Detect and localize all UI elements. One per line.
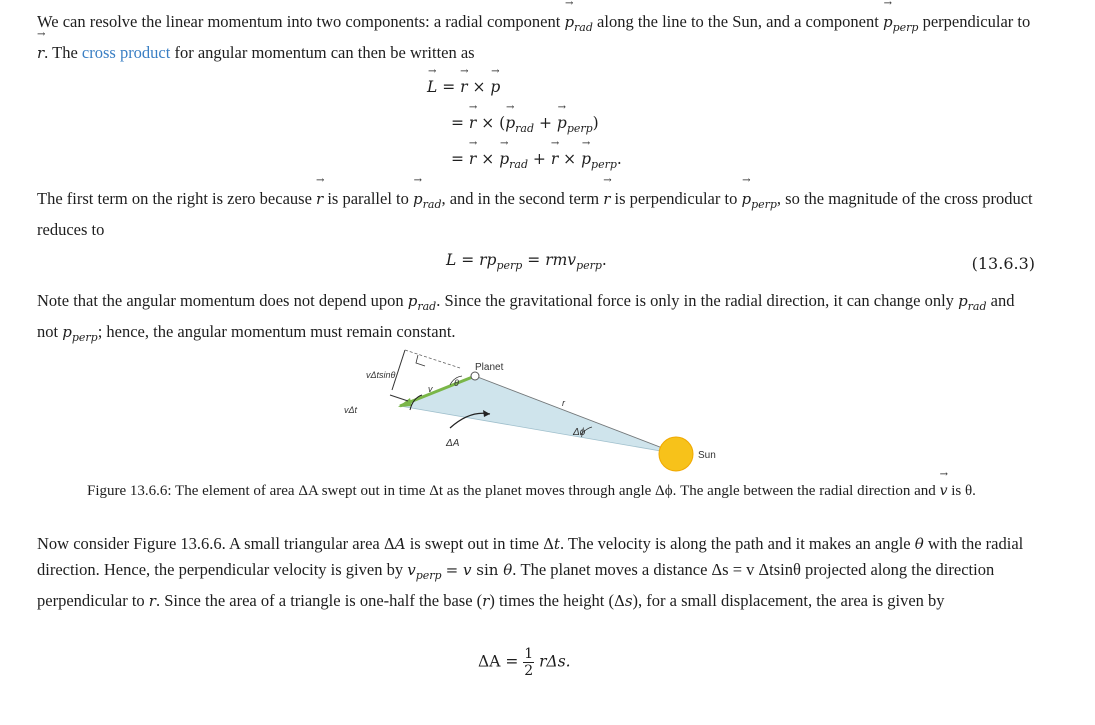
r-label: r	[562, 398, 565, 408]
velocity-arrowhead	[398, 398, 412, 407]
equation-13-6-3: $L = rp_{perp} = rmv_{perp}$.	[446, 251, 607, 273]
vdt-segment	[390, 395, 408, 401]
vdtsin-label: vΔtsinθ	[366, 370, 396, 380]
one-half-fraction: $\frac{1}{2}$	[524, 646, 534, 679]
dashed-projection	[405, 350, 460, 368]
equation-line-1: → L = → r × → p	[427, 78, 500, 96]
swept-area-sector	[400, 376, 678, 454]
planet-icon	[471, 372, 479, 380]
p-perp-symbol: → $p_{perp}$	[883, 13, 918, 31]
right-angle-mark	[416, 355, 425, 366]
sun-label: Sun	[698, 450, 716, 461]
sun-icon	[659, 437, 693, 471]
p-rad-symbol: → $p_{rad}$	[564, 13, 592, 31]
v-label: v	[428, 384, 433, 394]
figure-caption: Figure 13.6.6: The element of area ΔA swept out in time Δt as the planet moves through angle Δϕ. The angle between the radial direction and → v is θ.	[87, 481, 1017, 501]
equation-number: (13.6.3)	[971, 254, 1035, 273]
equation-line-2: = → r × (→ $p_{rad}$ + → $p_{perp}$)	[451, 114, 599, 135]
vdt-label: vΔt	[344, 405, 358, 415]
paragraph-4: Now consider Figure 13.6.6. A small triangular area ΔA is swept out in time Δt. The velocity is along the path and it makes an angle θ with the radial direction. Hence, the perpendicular velocity is given by $v_{perp} = v$ sin θ. The planet moves a distance Δs = v Δtsinθ projected along the direction perpendicular to r. Since the area of a triangle is one-half the base (r) times the height (Δs), for a small displacement, the area is given by	[37, 534, 1024, 610]
kepler-area-figure	[330, 340, 730, 480]
dA-label: ΔA	[446, 438, 460, 449]
area-equation: ΔA = $\frac{1}{2}$ rΔs.	[478, 646, 571, 679]
dphi-label: Δϕ	[573, 427, 586, 438]
theta-label: θ	[454, 378, 459, 388]
intro-paragraph: We can resolve the linear momentum into two components: a radial component → $p_{rad}$ along the line to the Sun, and a component → $p_{perp}$ perpendicular to → r. The cross product for angular momentum can then be written as	[37, 9, 1037, 66]
paragraph-2: The first term on the right is zero because → r is parallel to → $p_{rad}$, and in the second term → r is perpendicular to → $p_{perp}$, so the magnitude of the cross product reduces to	[37, 186, 1037, 242]
planet-label: Planet	[475, 362, 504, 373]
cross-product-link[interactable]: cross product	[81, 43, 171, 62]
equation-line-3: = → r × → $p_{rad}$ + → r × → $p_{perp}$.	[451, 150, 622, 171]
paragraph-3: Note that the angular momentum does not depend upon $p_{rad}$. Since the gravitational force is only in the radial direction, it can change only $p_{rad}$ and not $p_{perp}$; hence, the angular momentum must remain constant.	[37, 291, 1015, 344]
